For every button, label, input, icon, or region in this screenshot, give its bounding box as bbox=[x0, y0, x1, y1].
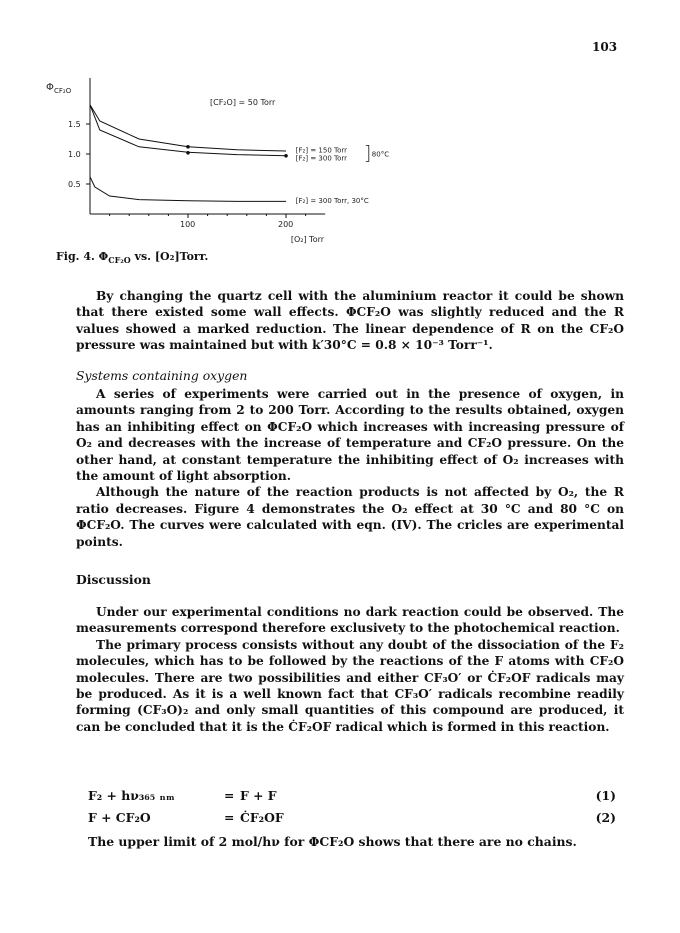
subsection-heading: Systems containing oxygen bbox=[76, 368, 248, 383]
data-point bbox=[186, 145, 190, 149]
figure-4-chart bbox=[40, 68, 390, 248]
y-tick-label: 0.5 bbox=[68, 180, 81, 189]
equation-rhs: ĊF₂OF bbox=[240, 810, 284, 825]
caption-prefix: Fig. 4. Φ bbox=[56, 250, 109, 263]
series-line-2 bbox=[90, 177, 286, 202]
y-axis-symbol: Φ bbox=[46, 82, 54, 93]
equation-equals: = bbox=[224, 810, 235, 825]
curve-label-f2-300: [F₂] = 300 Torr bbox=[295, 154, 348, 163]
equation-rhs: F + F bbox=[240, 788, 277, 803]
paragraph-discussion bbox=[76, 604, 624, 735]
y-axis-subscript: CF₂O bbox=[54, 87, 72, 95]
temperature-bracket bbox=[366, 145, 369, 161]
paragraph-text: A series of experiments were carried out in the presence of oxygen, in amounts ranging from 2 to 200 Torr. According to the results obtained, oxygen has an inhibiting effect on ΦCF₂O which increases with increasing pressure of O₂ and decreases with the increase of temperature and CF₂O pressure. On the other hand, at constant temperature the inhibiting effect of O₂ increases with the amount of light absorption. bbox=[76, 387, 624, 484]
paragraph-text: Although the nature of the reaction products is not affected by O₂, the R ratio decreases. Figure 4 demonstrates the O₂ effect at 30 °C and 80 °C on ΦCF₂O. The curves were calculated with eqn. (IV). The cricles are experimental points. bbox=[76, 485, 624, 549]
y-tick-label: 1.0 bbox=[68, 150, 81, 159]
y-tick-label: 1.5 bbox=[68, 120, 81, 129]
chart-marks bbox=[90, 105, 288, 202]
caption-subscript: CF₂O bbox=[108, 255, 131, 266]
series-line-0 bbox=[90, 105, 286, 151]
curve-label-f2-150: [F₂] = 150 Torr bbox=[295, 146, 348, 155]
caption-rest: vs. [O₂]Torr. bbox=[130, 250, 209, 263]
equation-lhs: F + CF₂O bbox=[88, 810, 151, 825]
data-point bbox=[284, 154, 288, 158]
closing-sentence: The upper limit of 2 mol/hν for ΦCF₂O shows that there are no chains. bbox=[88, 834, 577, 849]
x-axis-label: [O₂] Torr bbox=[290, 235, 325, 244]
equation-equals: = bbox=[224, 788, 235, 803]
page-number: 103 bbox=[592, 40, 618, 54]
x-tick-label: 100 bbox=[180, 220, 196, 229]
curve-label-f2-300-30c: [F₂] = 300 Torr, 30°C bbox=[295, 196, 369, 205]
paragraph-oxygen bbox=[76, 386, 624, 550]
paragraph-text: Under our experimental conditions no dark reaction could be observed. The measurements correspond therefore exclusivety to the photochemical reaction. bbox=[76, 605, 624, 636]
x-tick-label: 200 bbox=[278, 220, 294, 229]
temperature-label: 80°C bbox=[371, 150, 390, 159]
data-point bbox=[186, 151, 190, 155]
figure-caption bbox=[56, 250, 208, 265]
chart-labels bbox=[46, 82, 389, 244]
equation-lhs: F₂ + hν₃₆₅ ₙₘ bbox=[88, 788, 175, 803]
paragraph-text: The primary process consists without any doubt of the dissociation of the F₂ molecules, which has to be followed by the reactions of the F atoms with CF₂O molecules. There are two possibilities and either CF₃O′ or ĊF₂OF radicals may be produced. As it is a well known fact that CF₃O′ radicals recombine readily forming (CF₃O)₂ and only small quantities of this compound are produced, it can be concluded that it is the ĊF₂OF radical which is formed in this reaction. bbox=[76, 637, 624, 734]
paragraph-wall-effects bbox=[76, 288, 624, 354]
annotation-cf2o: [CF₂O] = 50 Torr bbox=[210, 98, 276, 107]
paragraph-text: By changing the quartz cell with the aluminium reactor it could be shown that there existed some wall effects. ΦCF₂O was slightly reduced and the R values showed a marked reduction. The linear dependence of R on the CF₂O pressure was maintained but with k′30°C = 0.8 × 10⁻³ Torr⁻¹. bbox=[76, 289, 624, 353]
equation-number: (2) bbox=[595, 810, 616, 825]
section-heading: Discussion bbox=[76, 572, 151, 587]
equation-number: (1) bbox=[595, 788, 616, 803]
